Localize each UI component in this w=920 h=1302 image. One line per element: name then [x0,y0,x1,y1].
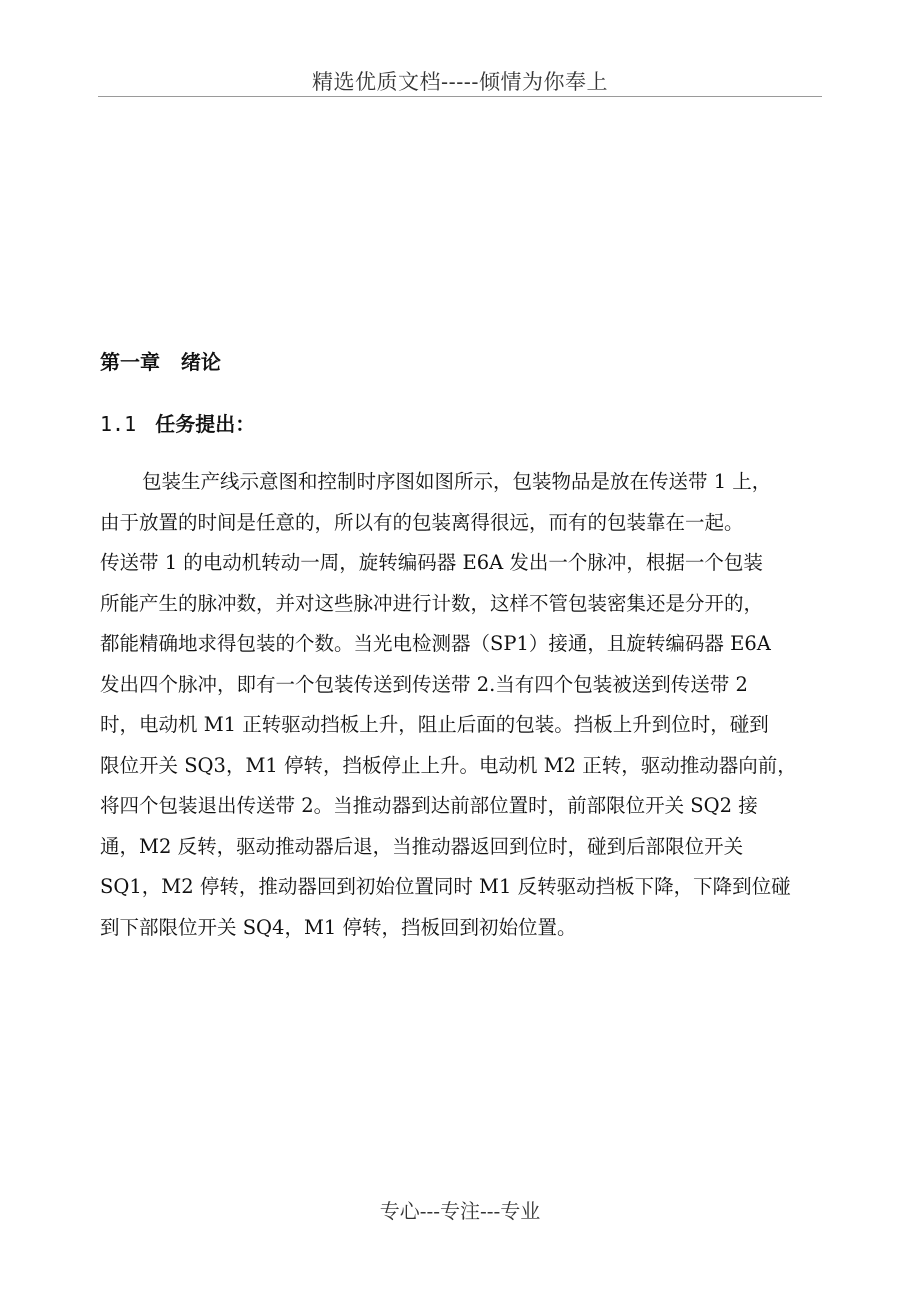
header-divider [98,96,822,97]
paragraph-line: 包装生产线示意图和控制时序图如图所示，包装物品是放在传送带 1 上， [142,470,772,493]
paragraph-line: SQ1，M2 停转，推动器回到初始位置同时 M1 反转驱动挡板下降，下降到位碰 [100,875,791,898]
section-number: 1.1 [100,412,137,436]
paragraph-line: 传送带 1 的电动机转动一周，旋转编码器 E6A 发出一个脉冲，根据一个包装 [100,551,763,574]
section-title: 任务提出： [155,412,256,436]
page-header: 精选优质文档-----倾情为你奉上 [312,70,608,94]
body-paragraph [100,462,824,948]
paragraph-line: 都能精确地求得包装的个数。当光电检测器（SP1）接通，且旋转编码器 E6A [100,632,771,655]
paragraph-line: 限位开关 SQ3，M1 停转，挡板停止上升。电动机 M2 正转，驱动推动器向前， [100,753,797,777]
paragraph-line: 时，电动机 M1 正转驱动挡板上升，阻止后面的包装。挡板上升到位时，碰到 [100,713,769,736]
paragraph-line: 将四个包装退出传送带 2。当推动器到达前部位置时，前部限位开关 SQ2 接 [100,794,758,817]
chapter-heading: 第一章 绪论 [100,350,221,374]
page-footer: 专心---专注---专业 [379,1199,541,1223]
paragraph-line: 所能产生的脉冲数，并对这些脉冲进行计数，这样不管包装密集还是分开的， [100,591,764,615]
section-heading [100,408,255,437]
paragraph-line: 发出四个脉冲，即有一个包装传送到传送带 2.当有四个包装被送到传送带 2 [100,672,748,696]
paragraph-line: 由于放置的时间是任意的，所以有的包装离得很远，而有的包装靠在一起。 [100,510,744,534]
paragraph-line: 通，M2 反转，驱动推动器后退，当推动器返回到位时，碰到后部限位开关 [100,834,744,858]
paragraph-line: 到下部限位开关 SQ4，M1 停转，挡板回到初始位置。 [100,915,577,939]
